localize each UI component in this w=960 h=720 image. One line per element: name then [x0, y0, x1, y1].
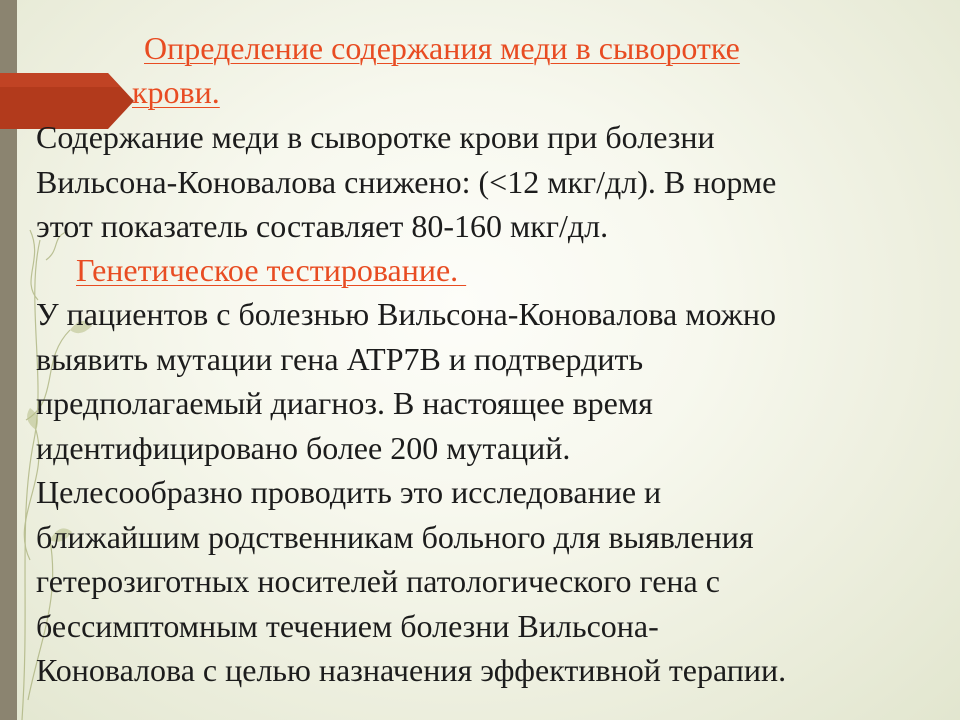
text-line: Содержание меди в сыворотке крови при болезни [36, 119, 715, 155]
slide-title [132, 26, 852, 114]
text-line: Вильсона-Коновалова снижено: (<12 мкг/дл). В норме [36, 163, 777, 200]
slide-title-line2: крови. [132, 74, 220, 110]
text-line: Целесообразно проводить это исследование и [36, 474, 662, 510]
section-subtitle: Генетическое тестирование. [76, 252, 467, 288]
text-line: этот показатель составляет 80-160 мкг/дл. [36, 208, 609, 244]
text-line: выявить мутации гена ATP7B и подтвердить [36, 340, 644, 377]
text-line: предполагаемый диагноз. В настоящее время [36, 385, 653, 421]
text-line: У пациентов с болезнью Вильсона-Коновалова можно [36, 296, 776, 332]
paragraph-genetic-testing [36, 292, 786, 693]
text-line: Коновалова с целью назначения эффективной терапии. [36, 652, 787, 688]
slide-title-line1: Определение содержания меди в сыворотке [144, 30, 740, 66]
text-line: бессимптомным течением болезни Вильсона- [36, 607, 659, 644]
text-line: ближайшим родственникам больного для выявления [36, 518, 754, 555]
paragraph-copper-content [36, 115, 776, 249]
text-line: идентифицировано более 200 мутаций. [36, 429, 571, 466]
text-line: гетерозиготных носителей патологического гена с [36, 563, 720, 599]
